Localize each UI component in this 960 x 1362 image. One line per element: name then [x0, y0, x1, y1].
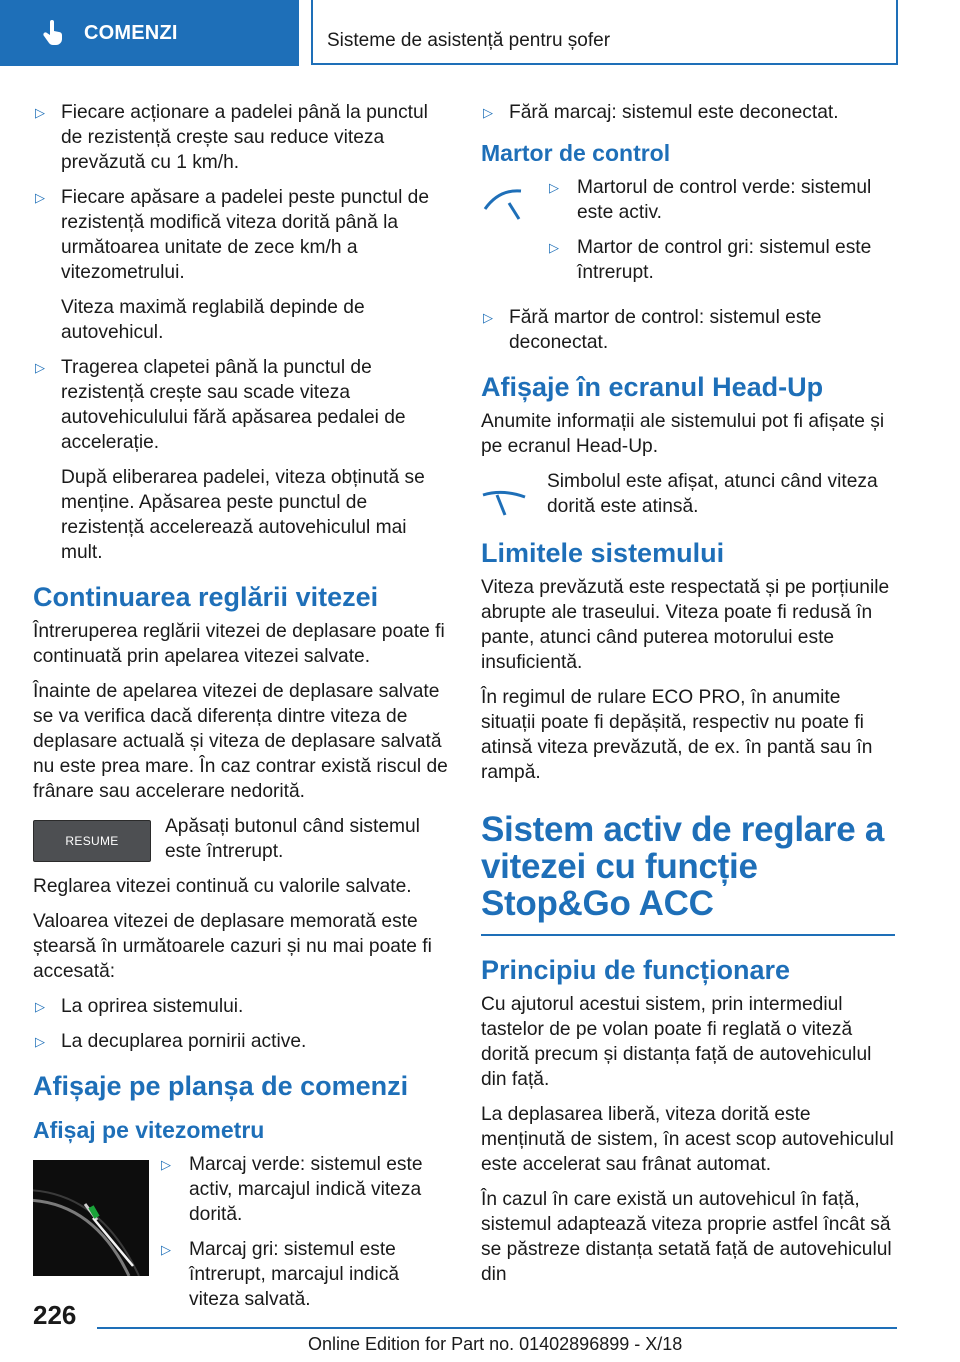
list-item: ▷ La oprirea sistemului. [35, 996, 244, 1017]
section-heading: Continuarea reglării vitezei [33, 582, 379, 612]
paragraph: Viteza prevăzută este respectată și pe porțiunile abrupte ale traseului. Viteza poate fi redusă în pante, atunci când puterea motorului este insuficientă. [481, 577, 890, 673]
list-item: ▷ Fiecare acționare a padelei până la punctul de rezistență crește sau reduce viteza prevăzută cu 1 km/h. [35, 102, 428, 173]
speedometer-image [33, 1160, 149, 1276]
bullet-triangle-icon: ▷ [483, 105, 493, 120]
list-item-note: După eliberarea padelei, viteza obținută se menține. Apăsarea peste punctul de rezistență accelerează autovehiculul mai mult. [61, 467, 425, 563]
chapter-title: Sisteme de asistență pentru șofer [327, 30, 611, 51]
bullet-triangle-icon: ▷ [35, 190, 45, 205]
hand-pointer-icon [42, 20, 66, 46]
list-item: ▷ La decuplarea pornirii active. [35, 1031, 307, 1052]
right-column [481, 100, 895, 1297]
section-heading: Principiu de funcționare [481, 955, 791, 985]
chapter-tab-label: COMENZI [84, 21, 178, 44]
bullet-triangle-icon: ▷ [35, 360, 45, 375]
heading-divider [481, 934, 895, 936]
paragraph: Reglarea vitezei continuă cu valorile salvate. [33, 876, 412, 897]
subsection-heading: Martor de control [481, 140, 671, 166]
bullet-triangle-icon: ▷ [161, 1242, 171, 1257]
bullet-triangle-icon: ▷ [35, 999, 45, 1014]
bullet-triangle-icon: ▷ [549, 180, 559, 195]
list-item: ▷ Fiecare apăsare a padelei peste punctul de rezistență modifică viteza dorită până la următoarea unitate de zece km/h a vitezometrului. [35, 187, 430, 283]
page-header [0, 0, 960, 66]
indicator-row [481, 175, 895, 295]
resume-button-icon: RESUME [33, 820, 151, 862]
speedometer-row [33, 1152, 453, 1322]
chapter-title-box [311, 0, 898, 65]
bullet-triangle-icon: ▷ [35, 1034, 45, 1049]
speed-indicator-icon [481, 183, 529, 227]
subsection-heading: Afișaj pe vitezometru [33, 1117, 265, 1143]
list-item: ▷ Marcaj verde: sistemul este activ, marcajul indică viteza dorită. [161, 1154, 423, 1225]
list-item: ▷ Martor de control gri: sistemul este întrerupt. [549, 237, 872, 283]
paragraph: Valoarea vitezei de deplasare memorată este ștearsă în următoarele cazuri și nu mai poate fi accesată: [33, 911, 432, 982]
list-item: ▷ Marcaj gri: sistemul este întrerupt, marcajul indică viteza salvată. [161, 1239, 400, 1310]
footer-edition: Online Edition for Part no. 01402896899 - X/18 [308, 1334, 683, 1354]
indicator-states [549, 175, 895, 295]
list-item: ▷ Tragerea clapetei până la punctul de rezistență crește sau scade viteza autovehiculului fără apăsarea pedalei de accelerație. [35, 357, 406, 453]
paragraph: Întreruperea reglării vitezei de deplasare poate fi continuată prin apelarea vitezei salvate. [33, 621, 445, 667]
paragraph: La deplasarea liberă, viteza dorită este menținută de sistem, în acest scop autovehiculul este accelerat sau frânat automat. [481, 1104, 894, 1175]
bullet-triangle-icon: ▷ [549, 240, 559, 255]
chapter-heading: Sistem activ de reglare a vitezei cu funcție Stop&Go ACC [481, 810, 884, 923]
resume-text: Apăsați butonul când sistemul este întrerupt. [165, 816, 420, 862]
paragraph: În regimul de rulare ECO PRO, în anumite situații poate fi depășită, respectiv nu poate fi atinsă viteza prevăzută, de ex. în pantă sau în rampă. [481, 687, 873, 783]
section-heading: Afișaje în ecranul Head-Up [481, 372, 824, 402]
chapter-tab-commands[interactable] [0, 0, 299, 66]
bullet-triangle-icon: ▷ [161, 1157, 171, 1172]
left-column [33, 100, 453, 1332]
headup-speed-icon [481, 477, 529, 521]
paragraph: Cu ajutorul acestui sistem, prin intermediul tastelor de pe volan poate fi reglată o viteză dorită precum și distanța față de autovehiculul din față. [481, 994, 872, 1090]
resume-row [33, 814, 453, 864]
headup-row [481, 469, 895, 521]
bullet-triangle-icon: ▷ [483, 310, 493, 325]
headup-text: Simbolul este afișat, atunci când viteza dorită este atinsă. [547, 471, 878, 517]
paragraph: Înainte de apelarea vitezei de deplasare salvate se va verifica dacă diferența dintre viteza de deplasare actuală și viteza de deplasare salvată nu este prea mare. În caz contrar există riscul de frânare sau accelerare nedorită. [33, 681, 448, 802]
list-item-note: Viteza maximă reglabilă depinde de autovehicul. [61, 297, 365, 343]
list-item: ▷ Fără marcaj: sistemul este deconectat. [483, 102, 839, 123]
paragraph: Anumite informații ale sistemului pot fi afișate și pe ecranul Head-Up. [481, 411, 885, 457]
page-number: 226 [33, 1300, 77, 1330]
section-heading: Limitele sistemului [481, 538, 725, 568]
speedometer-markers [161, 1152, 453, 1322]
list-item: ▷ Martorul de control verde: sistemul este activ. [549, 177, 872, 223]
list-item: ▷ Fără martor de control: sistemul este deconectat. [483, 307, 822, 353]
footer-divider [97, 1327, 897, 1329]
bullet-triangle-icon: ▷ [35, 105, 45, 120]
section-heading: Afișaje pe planșa de comenzi [33, 1071, 409, 1101]
paragraph: În cazul în care există un autovehicul în față, sistemul adaptează viteza proprie astfel încât să se păstreze distanța setată față de autovehiculul din [481, 1189, 892, 1285]
